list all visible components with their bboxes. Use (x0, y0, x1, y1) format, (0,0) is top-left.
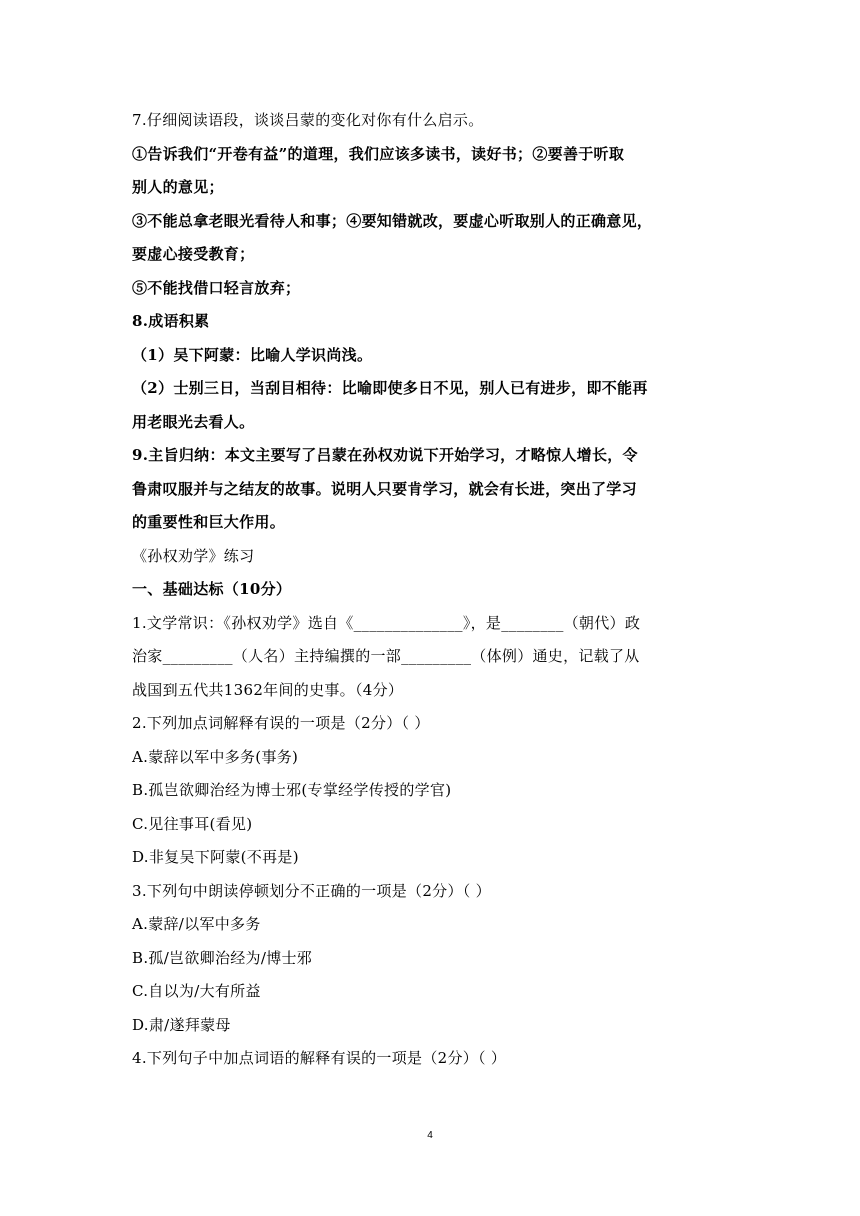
text-line: 9.主旨归纳：本文主要写了吕蒙在孙权劝说下开始学习，才略惊人增长，令 (132, 446, 638, 464)
text-line: （2）士别三日，当刮目相待：比喻即使多日不见，别人已有进步，即不能再 (132, 379, 648, 397)
text-line: 要虚心接受教育； (132, 245, 255, 263)
text-line: 的重要性和巨大作用。 (132, 513, 286, 531)
text-line: 1.文学常识：《孙权劝学》选自《______________》，是________（朝代）政 (132, 613, 641, 632)
document-body (132, 104, 732, 1076)
text-line: B.孤/岂欲卿治经为/博士邪 (132, 948, 313, 967)
text-line: （1）吴下阿蒙：比喻人学识尚浅。 (132, 345, 373, 364)
text-line: 3.下列句中朗读停顿划分不正确的一项是（2分）（ ） (132, 881, 491, 900)
text-line: A.蒙辞以军中多务(事务) (132, 747, 299, 766)
text-line: 一、基础达标（10分） (132, 580, 292, 598)
page-number: 4 (427, 1130, 433, 1141)
text-line: 用老眼光去看人。 (132, 412, 255, 431)
text-line: 别人的意见； (132, 178, 224, 196)
text-line: 7.仔细阅读语段，谈谈吕蒙的变化对你有什么启示。 (132, 111, 484, 129)
text-line: B.孤岂欲卿治经为博士邪(专掌经学传授的学官) (132, 781, 452, 799)
text-line: 治家_________（人名）主持编撰的一部_________（体例）通史，记载了从 (132, 647, 640, 665)
text-line: ①告诉我们“开卷有益”的道理，我们应该多读书，读好书；②要善于听取 (132, 144, 625, 163)
text-line: 8.成语积累 (132, 312, 210, 330)
text-line: A.蒙辞/以军中多务 (132, 915, 261, 933)
text-line: D.肃/遂拜蒙母 (132, 1015, 231, 1034)
text-line: C.自以为/大有所益 (132, 982, 261, 1000)
text-line: 2.下列加点词解释有误的一项是（2分）（ ） (132, 714, 430, 732)
text-line: 4.下列句子中加点词语的解释有误的一项是（2分）（ ） (132, 1049, 507, 1067)
text-line: 《孙权劝学》练习 (132, 546, 255, 565)
text-line: C.见往事耳(看见) (132, 814, 253, 833)
text-line: D.非复吴下阿蒙(不再是) (132, 848, 299, 866)
text-line: ③不能总拿老眼光看待人和事；④要知错就改，要虚心听取别人的正确意见， (132, 211, 653, 230)
text-line: ⑤不能找借口轻言放弃； (132, 278, 301, 297)
text-line: 战国到五代共1362年间的史事。（4分） (132, 680, 404, 699)
text-line: 鲁肃叹服并与之结友的故事。说明人只要肯学习，就会有长进，突出了学习 (132, 479, 637, 498)
